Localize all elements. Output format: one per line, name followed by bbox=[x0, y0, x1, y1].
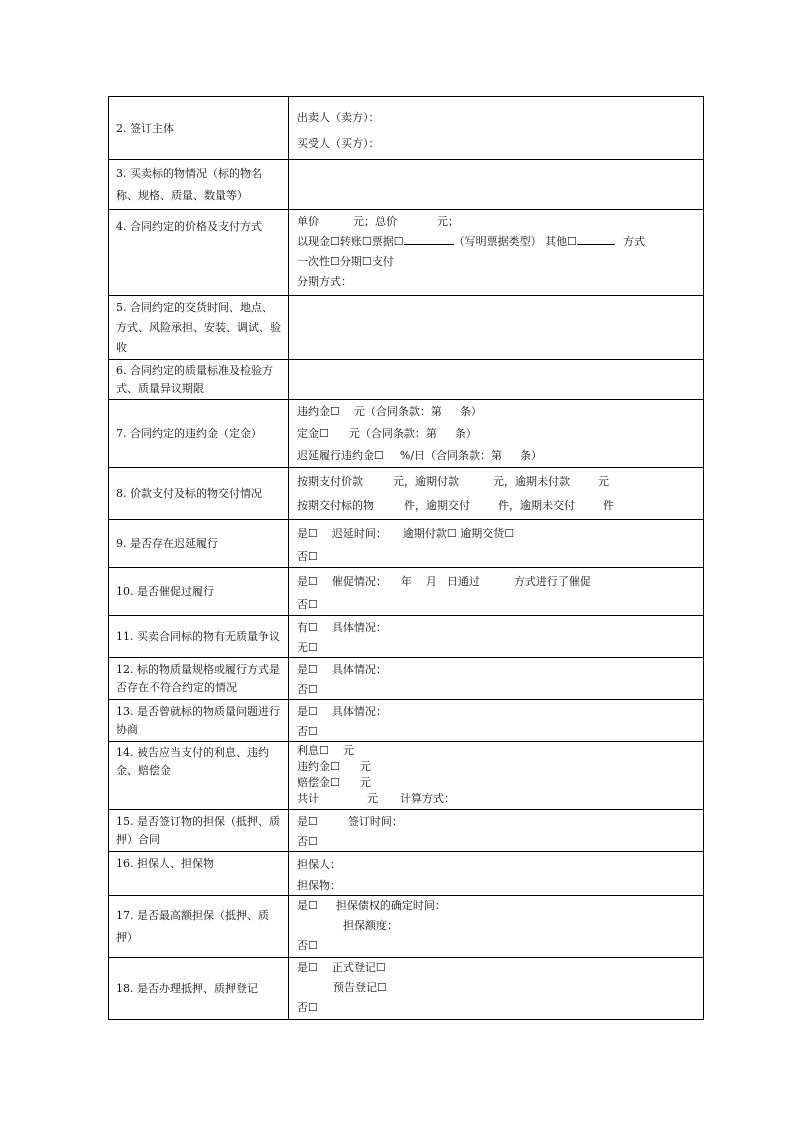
guarantor-field[interactable]: 担保人： bbox=[297, 858, 341, 871]
urged-yes-line[interactable]: 是☐ 催促情况： 年 月 日通过 方式进行了催促 bbox=[297, 575, 591, 588]
penalty-line[interactable]: 违约金☐ 元（合同条款：第 条） bbox=[297, 405, 482, 418]
row-value bbox=[289, 568, 703, 615]
contract-info-form bbox=[108, 96, 704, 1020]
row-label-quality-dispute: 11. 买卖合同标的物有无质量争议 bbox=[109, 616, 289, 657]
guarantee-yes-line[interactable]: 是☐ 签订时间： bbox=[297, 815, 403, 828]
delay-penalty-line[interactable]: 迟延履行违约金☐ %/日（合同条款：第 条） bbox=[297, 449, 543, 462]
form-row bbox=[109, 957, 703, 1019]
max-guarantee-yes-line[interactable]: 是☐ 担保债权的确定时间： bbox=[297, 899, 446, 912]
form-row bbox=[109, 209, 703, 295]
urged-no-checkbox[interactable]: 否☐ bbox=[297, 598, 318, 611]
registration-no-checkbox[interactable]: 否☐ bbox=[297, 1001, 318, 1014]
row-label-guarantee-contract: 15. 是否签订物的担保（抵押、质押）合同 bbox=[109, 810, 289, 851]
total-line[interactable]: 共计 元 计算方式： bbox=[297, 792, 455, 805]
row-label-negotiation: 13. 是否曾就标的物质量问题进行协商 bbox=[109, 700, 289, 741]
subject-matter-field[interactable] bbox=[289, 160, 703, 209]
row-value bbox=[289, 400, 703, 467]
form-row bbox=[109, 851, 703, 895]
delivery-field[interactable] bbox=[289, 296, 703, 359]
row-value bbox=[289, 468, 703, 519]
delay-no-checkbox[interactable]: 否☐ bbox=[297, 550, 318, 563]
row-label-delivery: 5. 合同约定的交货时间、地点、方式、风险承担、安装、调试、验收 bbox=[109, 296, 289, 359]
form-row bbox=[109, 359, 703, 399]
max-guarantee-no-checkbox[interactable]: 否☐ bbox=[297, 939, 318, 952]
nonconformity-yes-line[interactable]: 是☐ 具体情况： bbox=[297, 663, 387, 676]
guarantee-amount-line[interactable]: 担保额度： bbox=[343, 919, 398, 932]
row-value bbox=[289, 520, 703, 567]
row-value bbox=[289, 210, 703, 295]
row-label-signing-parties: 2. 签订主体 bbox=[109, 97, 289, 159]
nonconformity-no-checkbox[interactable]: 否☐ bbox=[297, 683, 318, 696]
negotiation-yes-line[interactable]: 是☐ 具体情况： bbox=[297, 705, 387, 718]
pre-registration-line[interactable]: 预告登记☐ bbox=[333, 981, 387, 994]
row-label-price-payment: 4. 合同约定的价格及支付方式 bbox=[109, 210, 289, 295]
interest-line[interactable]: 利息☐ 元 bbox=[297, 744, 354, 757]
form-row bbox=[109, 159, 703, 209]
row-label-guarantor: 16. 担保人、担保物 bbox=[109, 852, 289, 895]
row-label-penalty: 7. 合同约定的违约金（定金） bbox=[109, 400, 289, 467]
row-value bbox=[289, 97, 703, 159]
penalty-amount-line[interactable]: 违约金☐ 元 bbox=[297, 760, 371, 773]
guarantee-no-checkbox[interactable]: 否☐ bbox=[297, 835, 318, 848]
row-value bbox=[289, 852, 703, 895]
form-row bbox=[109, 699, 703, 741]
form-row bbox=[109, 809, 703, 851]
installment-method-line[interactable]: 分期方式： bbox=[297, 275, 352, 288]
form-row bbox=[109, 741, 703, 809]
row-value bbox=[289, 742, 703, 809]
row-label-quality-standard: 6. 合同约定的质量标准及检验方式、质量异议期限 bbox=[109, 360, 289, 399]
collateral-field[interactable]: 担保物： bbox=[297, 879, 341, 892]
payment-schedule-line[interactable]: 一次性☐分期☐支付 bbox=[297, 255, 394, 268]
delay-yes-line[interactable]: 是☐ 迟延时间： 逾期付款☐ 逾期交货☐ bbox=[297, 527, 515, 540]
form-row bbox=[109, 657, 703, 699]
row-label-registration: 18. 是否办理抵押、质押登记 bbox=[109, 958, 289, 1019]
delivery-status-line[interactable]: 按期交付标的物 件，逾期交付 件，逾期未交付 件 bbox=[297, 499, 614, 512]
other-method-blank[interactable] bbox=[577, 232, 615, 245]
row-value bbox=[289, 658, 703, 699]
row-label-interest-damages: 14. 被告应当支付的利息、违约金、赔偿金 bbox=[109, 742, 289, 809]
compensation-line[interactable]: 赔偿金☐ 元 bbox=[297, 776, 371, 789]
payment-status-line[interactable]: 按期支付价款 元，逾期付款 元，逾期未付款 元 bbox=[297, 475, 609, 488]
form-row bbox=[109, 295, 703, 359]
row-label-subject-matter: 3. 买卖标的物情况（标的物名称、规格、质量、数量等） bbox=[109, 160, 289, 209]
form-row bbox=[109, 97, 703, 159]
row-label-urged: 10. 是否催促过履行 bbox=[109, 568, 289, 615]
row-label-nonconformity: 12. 标的物质量规格或履行方式是否存在不符合约定的情况 bbox=[109, 658, 289, 699]
quality-standard-field[interactable] bbox=[289, 360, 703, 399]
form-row bbox=[109, 895, 703, 957]
dispute-no-checkbox[interactable]: 无☐ bbox=[297, 641, 318, 654]
registration-yes-line[interactable]: 是☐ 正式登记☐ bbox=[297, 961, 386, 974]
row-label-delay: 9. 是否存在迟延履行 bbox=[109, 520, 289, 567]
row-value bbox=[289, 810, 703, 851]
bill-type-blank[interactable] bbox=[404, 232, 454, 245]
form-row bbox=[109, 615, 703, 657]
form-row bbox=[109, 467, 703, 519]
row-value bbox=[289, 896, 703, 957]
form-row bbox=[109, 567, 703, 615]
payment-method-line[interactable]: 以现金☐转账☐票据☐ （写明票据类型） 其他☐ 方式 bbox=[297, 232, 697, 252]
row-value bbox=[289, 616, 703, 657]
form-row bbox=[109, 399, 703, 467]
deposit-line[interactable]: 定金☐ 元（合同条款：第 条） bbox=[297, 427, 477, 440]
row-value bbox=[289, 700, 703, 741]
buyer-field[interactable]: 买受人（买方）： bbox=[297, 137, 380, 150]
dispute-yes-line[interactable]: 有☐ 具体情况： bbox=[297, 621, 387, 634]
row-label-max-guarantee: 17. 是否最高额担保（抵押、质押） bbox=[109, 896, 289, 957]
negotiation-no-checkbox[interactable]: 否☐ bbox=[297, 725, 318, 738]
seller-field[interactable]: 出卖人（卖方）： bbox=[297, 111, 380, 124]
row-label-payment-delivery-status: 8. 价款支付及标的物交付情况 bbox=[109, 468, 289, 519]
form-row bbox=[109, 519, 703, 567]
price-line: 单价 元；总价 元； bbox=[297, 215, 459, 228]
row-value bbox=[289, 958, 703, 1019]
